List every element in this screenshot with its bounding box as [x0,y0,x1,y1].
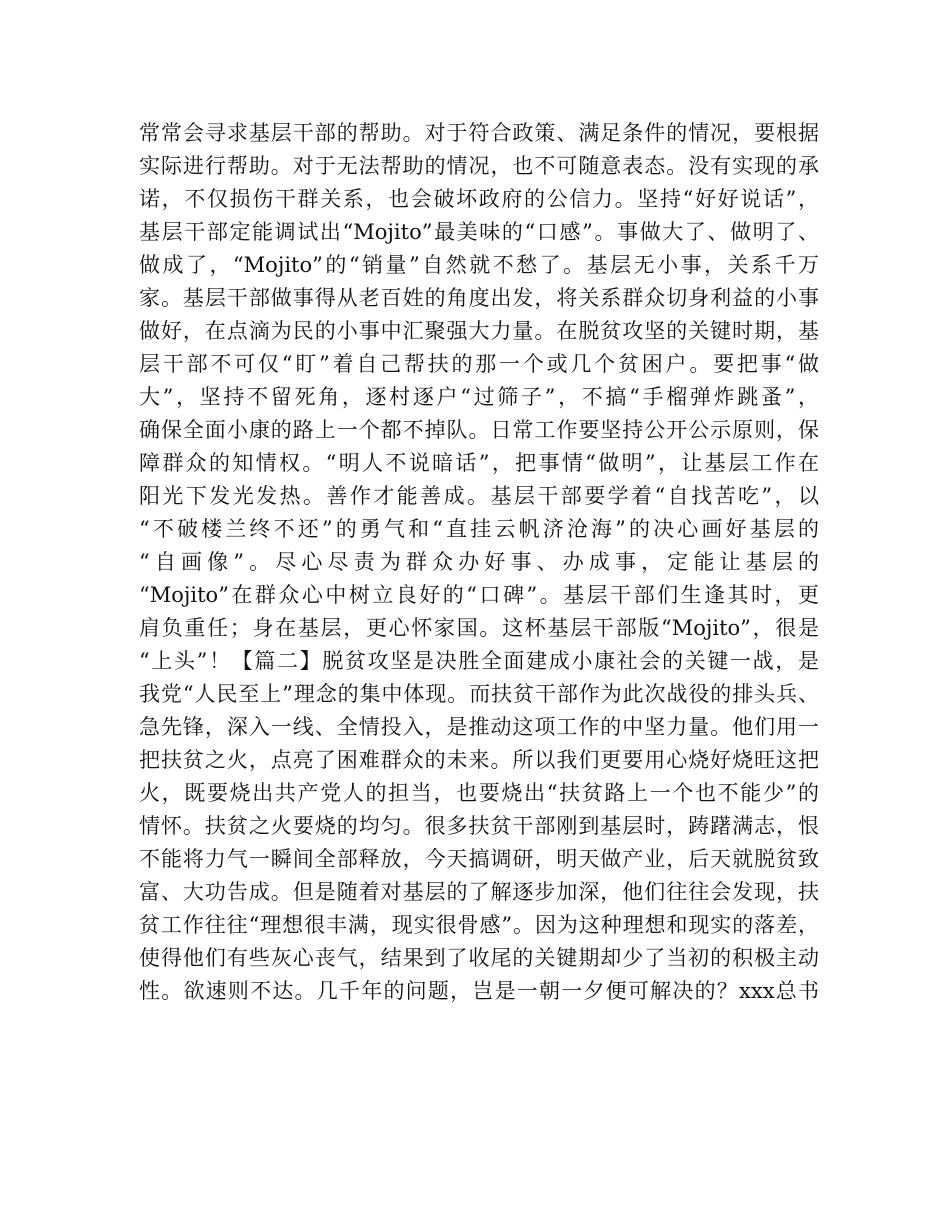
text-line-19: 急先锋，深入一线、全情投入，是推动这项工作的中坚力量。他们用一 [139,715,819,739]
text-line-9: 大”，坚持不留死角，逐村逐户“过筛子”，不搞“手榴弹炸跳蚤”， [139,385,819,409]
text-line-12: 阳光下发光发热。善作才能善成。基层干部要学着“自找苦吃”，以 [139,484,819,508]
text-line-20: 把扶贫之火，点亮了困难群众的未来。所以我们更要用心烧好烧旺这把 [139,748,819,772]
text-line-15: “Mojito”在群众心中树立良好的“口碑”。基层干部们生逢其时，更 [139,583,819,607]
text-line-24: 富、大功告成。但是随着对基层的了解逐步加深，他们往往会发现，扶 [139,880,819,904]
text-line-21: 火，既要烧出共产党人的担当，也要烧出“扶贫路上一个也不能少”的 [139,781,819,805]
text-line-22: 情怀。扶贫之火要烧的均匀。很多扶贫干部刚到基层时，踌躇满志，恨 [139,814,819,838]
text-line-3: 诺，不仅损伤干群关系，也会破坏政府的公信力。坚持“好好说话”， [139,187,819,211]
text-line-25: 贫工作往往“理想很丰满，现实很骨感”。因为这种理想和现实的落差， [139,913,819,937]
text-line-23: 不能将力气一瞬间全部释放，今天搞调研，明天做产业，后天就脱贫致 [139,847,819,871]
text-line-6: 家。基层干部做事得从老百姓的角度出发，将关系群众切身利益的小事 [139,286,819,310]
text-line-16: 肩负重任；身在基层，更心怀家国。这杯基层干部版“Mojito”，很是 [139,616,819,640]
text-line-13: “不破楼兰终不还”的勇气和“直挂云帆济沧海”的决心画好基层的 [139,517,819,541]
text-line-7: 做好，在点滴为民的小事中汇聚强大力量。在脱贫攻坚的关键时期，基 [139,319,819,343]
text-line-4: 基层干部定能调试出“Mojito”最美味的“口感”。事做大了、做明了、 [139,220,819,244]
text-line-18: 我党“人民至上”理念的集中体现。而扶贫干部作为此次战役的排头兵、 [139,682,819,706]
text-line-26: 使得他们有些灰心丧气，结果到了收尾的关键期却少了当初的积极主动 [139,946,819,970]
text-line-27: 性。欲速则不达。几千年的问题，岂是一朝一夕便可解决的？xxx总书 [139,979,819,1003]
text-line-5: 做成了，“Mojito”的“销量”自然就不愁了。基层无小事，关系千万 [139,253,819,277]
text-line-17: “上头”！【篇二】脱贫攻坚是决胜全面建成小康社会的关键一战，是 [139,649,819,673]
body-text [139,117,819,1008]
text-line-8: 层干部不可仅“盯”着自己帮扶的那一个或几个贫困户。要把事“做 [139,352,819,376]
text-line-14: “自画像”。尽心尽责为群众办好事、办成事，定能让基层的 [139,550,819,574]
text-line-10: 确保全面小康的路上一个都不掉队。日常工作要坚持公开公示原则，保 [139,418,819,442]
text-line-11: 障群众的知情权。“明人不说暗话”，把事情“做明”，让基层工作在 [139,451,819,475]
text-line-1: 常常会寻求基层干部的帮助。对于符合政策、满足条件的情况，要根据 [139,121,819,145]
text-line-2: 实际进行帮助。对于无法帮助的情况，也不可随意表态。没有实现的承 [139,154,819,178]
